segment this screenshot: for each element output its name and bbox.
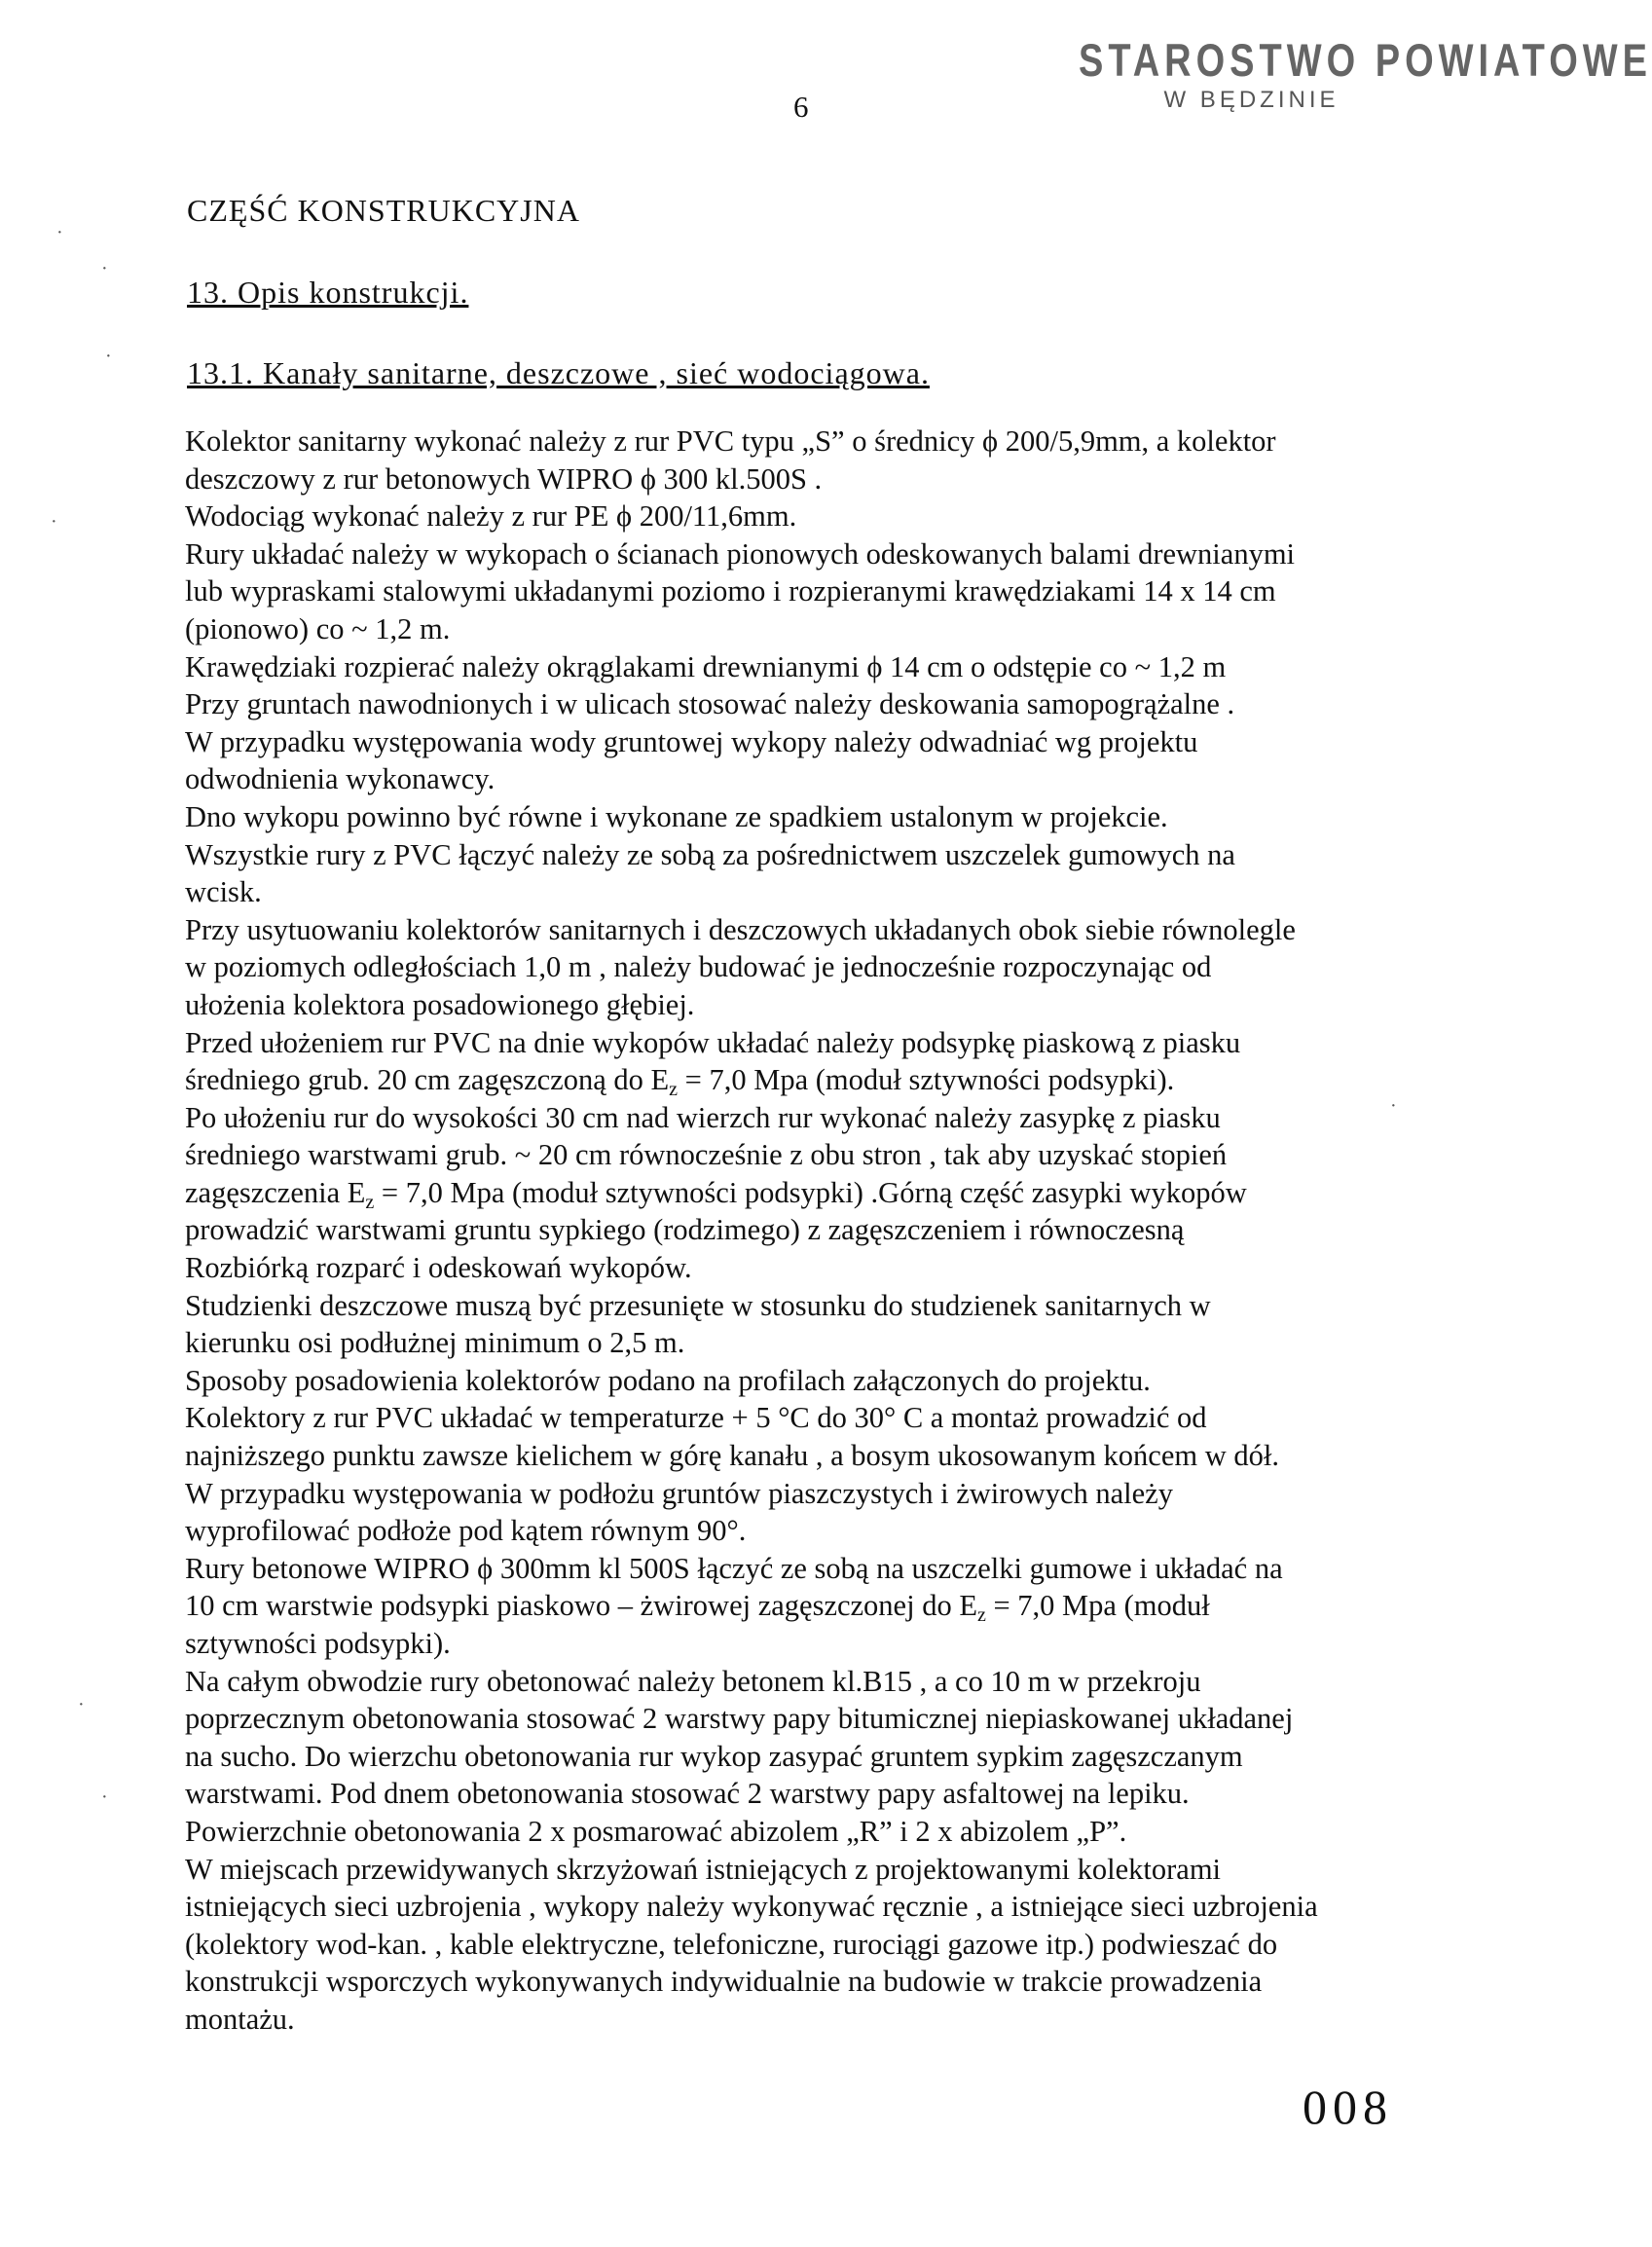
text-line: Kolektory z rur PVC układać w temperaturze + 5 °C do 30° C a montaż prowadzić od <box>185 1401 1207 1435</box>
text-line: poprzecznym obetonowania stosować 2 warstwy papy bitumicznej niepiaskowanej układanej <box>185 1702 1294 1736</box>
text-line: warstwami. Pod dnem obetonowania stosować 2 warstwy papy asfaltowej na lepiku. <box>185 1777 1190 1811</box>
scan-speck: · <box>51 511 57 533</box>
text-line: Wszystkie rury z PVC łączyć należy ze sobą za pośrednictwem uszczelek gumowych na <box>185 837 1235 871</box>
text-line: najniższego punktu zawsze kielichem w górę kanału , a bosym ukosowanym końcem w dół. <box>185 1439 1279 1473</box>
text-line: W przypadku występowania wody gruntowej wykopy należy odwadniać wg projektu <box>185 724 1198 758</box>
stamp-office-name: STAROSTWO POWIATOWE <box>1079 35 1652 88</box>
scan-speck: · <box>101 258 108 279</box>
text-line: istniejących sieci uzbrojenia , wykopy należy wykonywać ręcznie , a istniejące sieci uzbrojenia <box>185 1890 1318 1924</box>
subscript-z: z <box>976 1604 986 1627</box>
scan-speck: · <box>105 346 112 367</box>
text-line: sztywności podsypki). <box>185 1627 451 1660</box>
text-line: Wodociąg wykonać należy z rur PE ϕ 200/11,6mm. <box>185 499 797 534</box>
text-line: w poziomych odległościach 1,0 m , należy budować je jednocześnie rozpoczynając od <box>185 950 1212 984</box>
text-line: Na całym obwodzie rury obetonować należy betonem kl.B15 , a co 10 m w przekroju <box>185 1664 1201 1698</box>
text-line: Krawędziaki rozpierać należy okrąglakami drewnianymi ϕ 14 cm o odstępie co ~ 1,2 m <box>185 649 1227 683</box>
text-line: Dno wykopu powinno być równe i wykonane ze spadkiem ustalonym w projekcie. <box>185 799 1168 833</box>
text-line: Przy usytuowaniu kolektorów sanitarnych i deszczowych układanych obok siebie równolegle <box>185 912 1296 946</box>
part-heading: CZĘŚĆ KONSTRUKCYJNA <box>187 193 580 228</box>
office-stamp <box>1079 35 1652 134</box>
text-line: deszczowy z rur betonowych WIPRO ϕ 300 kl.500S . <box>185 461 823 496</box>
text-line: na sucho. Do wierzchu obetonowania rur wykop zasypać gruntem sypkim zagęszczanym <box>185 1739 1243 1773</box>
text-segment: = 7,0 Mpa (moduł <box>985 1589 1210 1623</box>
body-text <box>185 423 1412 2039</box>
text-line: (pionowo) co ~ 1,2 m. <box>185 611 451 645</box>
text-line: lub wypraskami stalowymi układanymi poziomo i rozpieranymi krawędziakami 14 x 14 cm <box>185 574 1276 608</box>
text-line: ułożenia kolektora posadowionego głębiej. <box>185 987 695 1021</box>
text-line: wcisk. <box>185 875 262 909</box>
section-heading: 13. Opis konstrukcji. <box>187 275 469 310</box>
scan-speck: · <box>78 1694 85 1715</box>
text-line: Studzienki deszczowe muszą być przesunięte w stosunku do studzienek sanitarnych w <box>185 1288 1211 1322</box>
text-segment: = 7,0 Mpa (moduł sztywności podsypki) .Górną część zasypki wykopów <box>374 1175 1247 1209</box>
text-line: Powierzchnie obetonowania 2 x posmarować abizolem „R” i 2 x abizolem „P”. <box>185 1814 1127 1848</box>
scan-speck: · <box>56 222 63 243</box>
text-segment: 10 cm warstwie podsypki piaskowo – żwirowej zagęszczonej do E <box>185 1589 977 1623</box>
scan-speck: · <box>101 1787 108 1808</box>
text-line: odwodnienia wykonawcy. <box>185 762 496 796</box>
text-segment: zagęszczenia E <box>185 1175 366 1209</box>
text-line: średniego warstwami grub. ~ 20 cm równocześnie z obu stron , tak aby uzyskać stopień <box>185 1138 1228 1172</box>
scan-speck: · <box>1390 1095 1397 1117</box>
subsection-heading: 13.1. Kanały sanitarne, deszczowe , sieć wodociągowa. <box>187 355 930 390</box>
text-line: Rury betonowe WIPRO ϕ 300mm kl 500S łączyć ze sobą na uszczelki gumowe i układać na <box>185 1551 1283 1585</box>
text-line: Po ułożeniu rur do wysokości 30 cm nad wierzch rur wykonać należy zasypkę z piasku <box>185 1100 1221 1134</box>
file-page-number: 008 <box>1303 2080 1393 2134</box>
text-line <box>185 1061 1412 1099</box>
text-line: Kolektor sanitarny wykonać należy z rur PVC typu „S” o średnicy ϕ 200/5,9mm, a kolektor <box>185 424 1276 458</box>
text-line: kierunku osi podłużnej minimum o 2,5 m. <box>185 1326 685 1360</box>
text-line: Sposoby posadowienia kolektorów podano na profilach załączonych do projektu. <box>185 1363 1151 1397</box>
subscript-z: z <box>669 1079 679 1101</box>
text-segment: średniego grub. 20 cm zagęszczoną do E <box>185 1063 670 1097</box>
text-line <box>185 1587 1412 1625</box>
text-line <box>185 1174 1412 1212</box>
text-line: Rozbiórką rozparć i odeskowań wykopów. <box>185 1251 692 1285</box>
subscript-z: z <box>365 1191 375 1213</box>
text-line: Rury układać należy w wykopach o ścianach pionowych odeskowanych balami drewnianymi <box>185 536 1296 571</box>
text-line: (kolektory wod-kan. , kable elektryczne, telefoniczne, rurociągi gazowe itp.) podwieszać do <box>185 1927 1278 1961</box>
text-line: Przy gruntach nawodnionych i w ulicach stosować należy deskowania samopogrążalne . <box>185 687 1235 721</box>
text-segment: = 7,0 Mpa (moduł sztywności podsypki). <box>678 1063 1175 1097</box>
text-line: prowadzić warstwami gruntu sypkiego (rodzimego) z zagęszczeniem i równoczesną <box>185 1213 1185 1247</box>
page-number: 6 <box>793 90 809 124</box>
text-line: W przypadku występowania w podłożu gruntów piaszczystych i żwirowych należy <box>185 1476 1173 1510</box>
text-line: montażu. <box>185 2002 295 2036</box>
text-line: W miejscach przewidywanych skrzyżowań istniejących z projektowanymi kolektorami <box>185 1852 1222 1886</box>
text-line: Przed ułożeniem rur PVC na dnie wykopów układać należy podsypkę piaskową z piasku <box>185 1025 1241 1059</box>
text-line: konstrukcji wsporczych wykonywanych indywidualnie na budowie w trakcie prowadzenia <box>185 1965 1263 1999</box>
text-line: wyprofilować podłoże pod kątem równym 90°. <box>185 1514 747 1548</box>
stamp-office-location: W BĘDZINIE <box>1163 87 1340 113</box>
